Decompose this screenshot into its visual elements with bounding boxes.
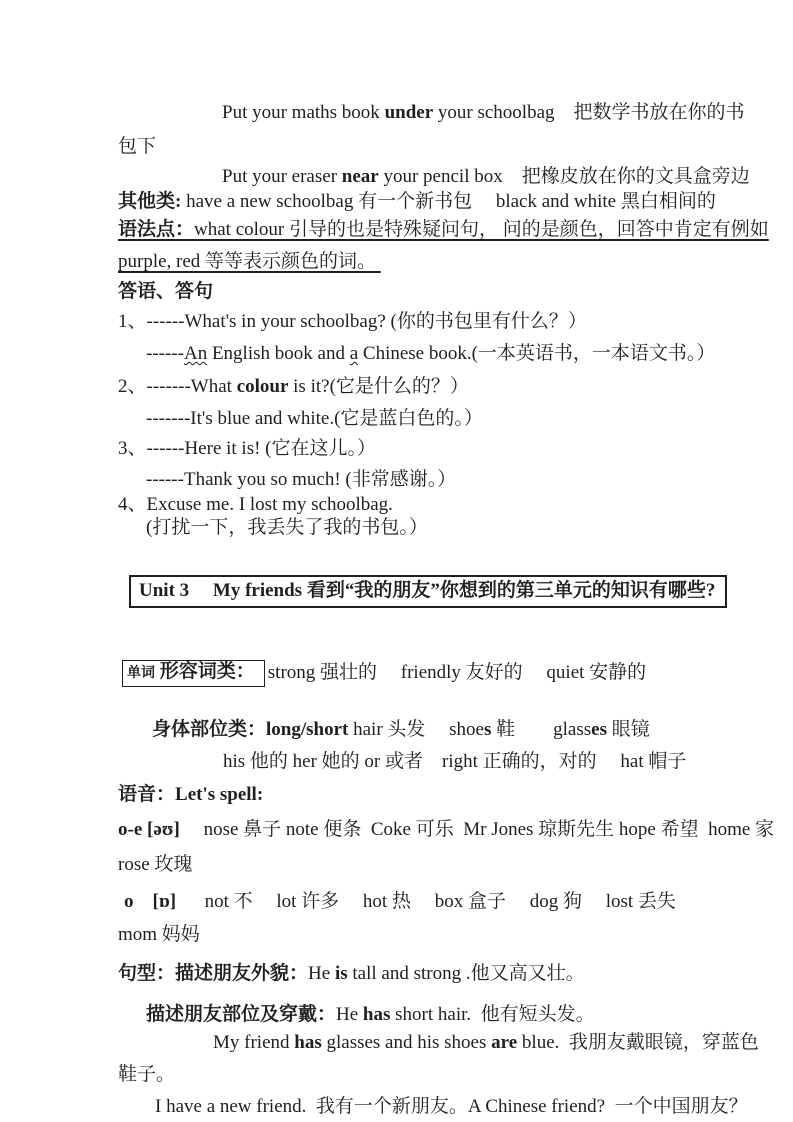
qa2-question — [118, 376, 735, 398]
text-run: 描述朋友外貌： — [175, 963, 309, 984]
text-run: Put your maths book — [222, 102, 385, 123]
text-run: are — [491, 1032, 518, 1053]
line-sentence-friend-glasses-cont — [118, 1064, 735, 1086]
text-run: has — [362, 1004, 391, 1025]
text-run: a — [349, 343, 359, 364]
text-run: 鞋 glass — [491, 719, 592, 740]
text-run: mom 妈妈 — [118, 924, 200, 945]
line-phonics-o — [118, 891, 735, 913]
text-run: short hair. 他有短头发。 — [390, 1004, 595, 1025]
line-sentence-friend-glasses — [118, 1032, 759, 1054]
text-run: 眼镜 — [607, 719, 650, 740]
qa4-question-cont — [118, 517, 735, 539]
qa2-answer — [118, 408, 735, 430]
text-run: 4、Excuse me. I lost my schoolbag. — [118, 494, 393, 515]
text-run: not 不 lot 许多 hot 热 box 盒子 dog 狗 lost 丢失 — [176, 891, 676, 912]
qa3-question — [118, 438, 735, 460]
qa1-answer — [118, 343, 735, 365]
text-run: o-e [əʊ] — [118, 819, 180, 840]
word-category-box — [122, 660, 265, 687]
text-run: 答语、答句 — [118, 281, 214, 302]
text-run: My friend — [213, 1032, 295, 1053]
word-adjective-line — [118, 638, 735, 709]
text-run: glasses and his shoes — [321, 1032, 492, 1053]
text-run: English book and — [207, 343, 350, 364]
line-new-friend — [118, 1096, 748, 1118]
text-run: near — [341, 166, 379, 187]
text-run: An — [183, 343, 208, 364]
text-run: 1、------What's in your schoolbag? (你的书包里有什么？） — [118, 311, 587, 332]
line-grammar-point-cont — [118, 251, 735, 273]
line-sentence-wearing — [118, 1004, 735, 1026]
text-run: (打扰一下，我丢失了我的书包。） — [146, 517, 428, 538]
unit3-heading-box — [129, 575, 727, 608]
text-run: s — [484, 719, 492, 740]
text-run: ------ — [146, 343, 184, 364]
line-phonics-oe-cont — [118, 854, 735, 876]
text-run: blue. 我朋友戴眼镜，穿蓝色 — [517, 1032, 759, 1053]
text-run: your schoolbag 把数学书放在你的书 — [433, 102, 745, 123]
text-run: what colour 引导的也是特殊疑问句， 问的是颜色，回答中肯定有例如 — [194, 219, 769, 240]
text-run: He — [336, 1004, 363, 1025]
text-run: 鞋子。 — [118, 1064, 176, 1085]
text-run: Chinese book.(一本英语书，一本语文书。） — [358, 343, 716, 364]
text-run: nose 鼻子 note 便条 Coke 可乐 Mr Jones 琼斯先生 hope 希望 home 家 — [179, 819, 775, 840]
text-run: your pencil box 把橡皮放在你的文具盒旁边 — [378, 166, 750, 187]
text-run: Unit 3 My friends 看到“我的朋友”你想到的第三单元的知识有哪些? — [139, 580, 716, 601]
text-run: He — [308, 963, 335, 984]
line-put-eraser — [118, 166, 750, 188]
text-run: is — [334, 963, 348, 984]
line-his-her-or-right-hat — [118, 751, 735, 773]
text-run: has — [294, 1032, 322, 1053]
text-run: o [ɒ] — [124, 891, 177, 912]
text-run: tall and strong .他又高又壮。 — [347, 963, 585, 984]
text-run: hair 头发 shoe — [348, 719, 484, 740]
qa4-question — [118, 494, 735, 516]
text-run: I have a new friend. 我有一个新朋友。A Chinese friend? 一个中国朋友？ — [155, 1096, 748, 1117]
line-body-parts — [118, 719, 735, 741]
text-run: long/short — [266, 719, 349, 740]
text-run: 形容词类： — [155, 661, 255, 682]
unit3-heading-line — [118, 553, 735, 630]
text-run: 包下 — [118, 136, 157, 157]
heading-answers — [118, 281, 735, 303]
text-run: have a new schoolbag 有一个新书包 black and white 黑白相间的 — [181, 191, 716, 212]
qa1-question — [118, 311, 735, 333]
text-run: 句型： — [118, 963, 176, 984]
text-run: 语音： — [118, 784, 176, 805]
text-run: strong 强壮的 friendly 友好的 quiet 安静的 — [267, 661, 647, 683]
text-run: es — [591, 719, 607, 740]
line-sentence-appearance — [118, 963, 735, 985]
text-run: 单词 — [127, 666, 155, 681]
line-phonics-oe — [118, 819, 775, 841]
text-run: colour — [236, 376, 289, 397]
text-run: 2、-------What — [118, 376, 237, 397]
text-run: is it?(它是什么的？） — [288, 376, 469, 397]
line-put-maths-book — [118, 102, 745, 124]
text-run: under — [384, 102, 434, 123]
text-run: 描述朋友部位及穿戴： — [146, 1004, 337, 1025]
text-run: 其他类: — [118, 191, 182, 212]
text-run: purple, red 等等表示颜色的词。 — [118, 251, 381, 272]
line-other-category — [118, 191, 735, 213]
text-run: 身体部位类： — [152, 719, 267, 740]
adjective-words — [268, 662, 646, 683]
text-run: rose 玫瑰 — [118, 854, 193, 875]
qa3-answer — [118, 469, 735, 491]
text-run: 语法点： — [118, 219, 195, 240]
text-run: Put your eraser — [222, 166, 342, 187]
heading-phonics-lets-spell — [118, 784, 735, 806]
text-run: ------Thank you so much! (非常感谢。） — [146, 469, 457, 490]
line-put-maths-book-cont — [118, 136, 735, 158]
line-phonics-o-cont — [118, 924, 735, 946]
line-grammar-point — [118, 219, 769, 241]
text-run: 3、------Here it is! (它在这儿。） — [118, 438, 377, 459]
text-run: Let's spell: — [175, 784, 264, 805]
text-run: his 他的 her 她的 or 或者 right 正确的，对的 hat 帽子 — [223, 751, 687, 772]
text-run: -------It's blue and white.(它是蓝白色的。） — [146, 408, 483, 429]
